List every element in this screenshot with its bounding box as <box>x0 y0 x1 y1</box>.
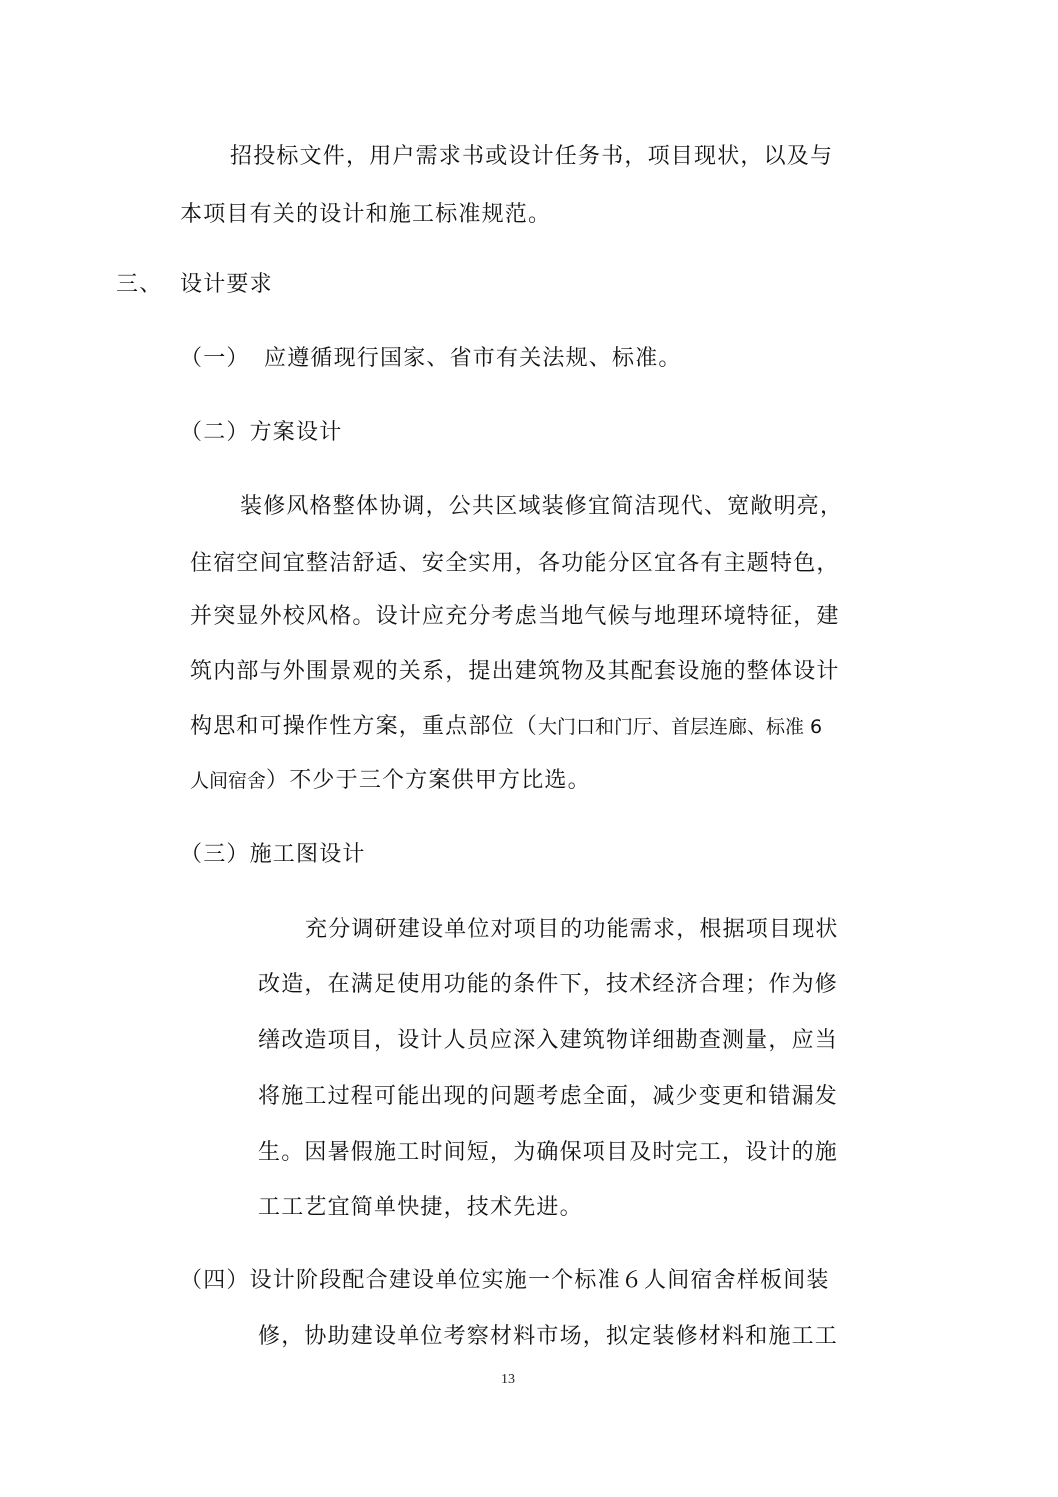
item-4-line-1: （四）设计阶段配合建设单位实施一个标准６人间宿舍样板间装 <box>180 1268 830 1293</box>
item-3-line-5: 生。因暑假施工时间短，为确保项目及时完工，设计的施 <box>258 1140 839 1165</box>
item-1-text: 应遵循现行国家、省市有关法规、标准。 <box>264 346 682 371</box>
intro-paragraph-line-2: 本项目有关的设计和施工标准规范。 <box>180 202 552 227</box>
item-3-line-2: 改造，在满足使用功能的条件下，技术经济合理；作为修 <box>258 972 839 997</box>
item-3-heading: （三）施工图设计 <box>180 842 366 867</box>
section-number: 三、 <box>116 272 163 297</box>
item-2-line-5-main: 构思和可操作性方案，重点部位（ <box>190 714 539 739</box>
item-1-label: （一） <box>180 346 250 371</box>
item-2-line-5-key-areas: 大门口和门厅、首层连廊、标准 6 <box>538 716 823 738</box>
item-2-heading: （二）方案设计 <box>180 420 343 445</box>
section-title: 设计要求 <box>180 272 273 297</box>
item-2-line-6-main: ）不少于三个方案供甲方比选。 <box>266 768 591 793</box>
page-number: 13 <box>501 1372 515 1387</box>
item-2-line-1: 装修风格整体协调，公共区域装修宜简洁现代、宽敞明亮， <box>240 494 844 519</box>
item-4-line-2: 修，协助建设单位考察材料市场，拟定装修材料和施工工 <box>258 1324 839 1349</box>
item-2-line-6 <box>190 766 591 796</box>
item-3-line-1: 充分调研建设单位对项目的功能需求，根据项目现状 <box>305 917 839 942</box>
item-2-line-3: 并突显外校风格。设计应充分考虑当地气候与地理环境特征，建 <box>190 604 840 629</box>
item-2-line-2: 住宿空间宜整洁舒适、安全实用，各功能分区宜各有主题特色， <box>190 551 840 576</box>
item-3-line-6: 工工艺宜简单快捷，技术先进。 <box>258 1195 583 1220</box>
item-2-line-5 <box>190 712 822 742</box>
item-2-line-4: 筑内部与外围景观的关系，提出建筑物及其配套设施的整体设计 <box>190 659 840 684</box>
item-3-line-3: 缮改造项目，设计人员应深入建筑物详细勘查测量，应当 <box>258 1028 839 1053</box>
item-3-line-4: 将施工过程可能出现的问题考虑全面，减少变更和错漏发 <box>258 1084 839 1109</box>
intro-paragraph-line-1: 招投标文件，用户需求书或设计任务书，项目现状，以及与 <box>230 144 834 169</box>
item-2-line-6-key-area: 人间宿舍 <box>190 770 267 792</box>
